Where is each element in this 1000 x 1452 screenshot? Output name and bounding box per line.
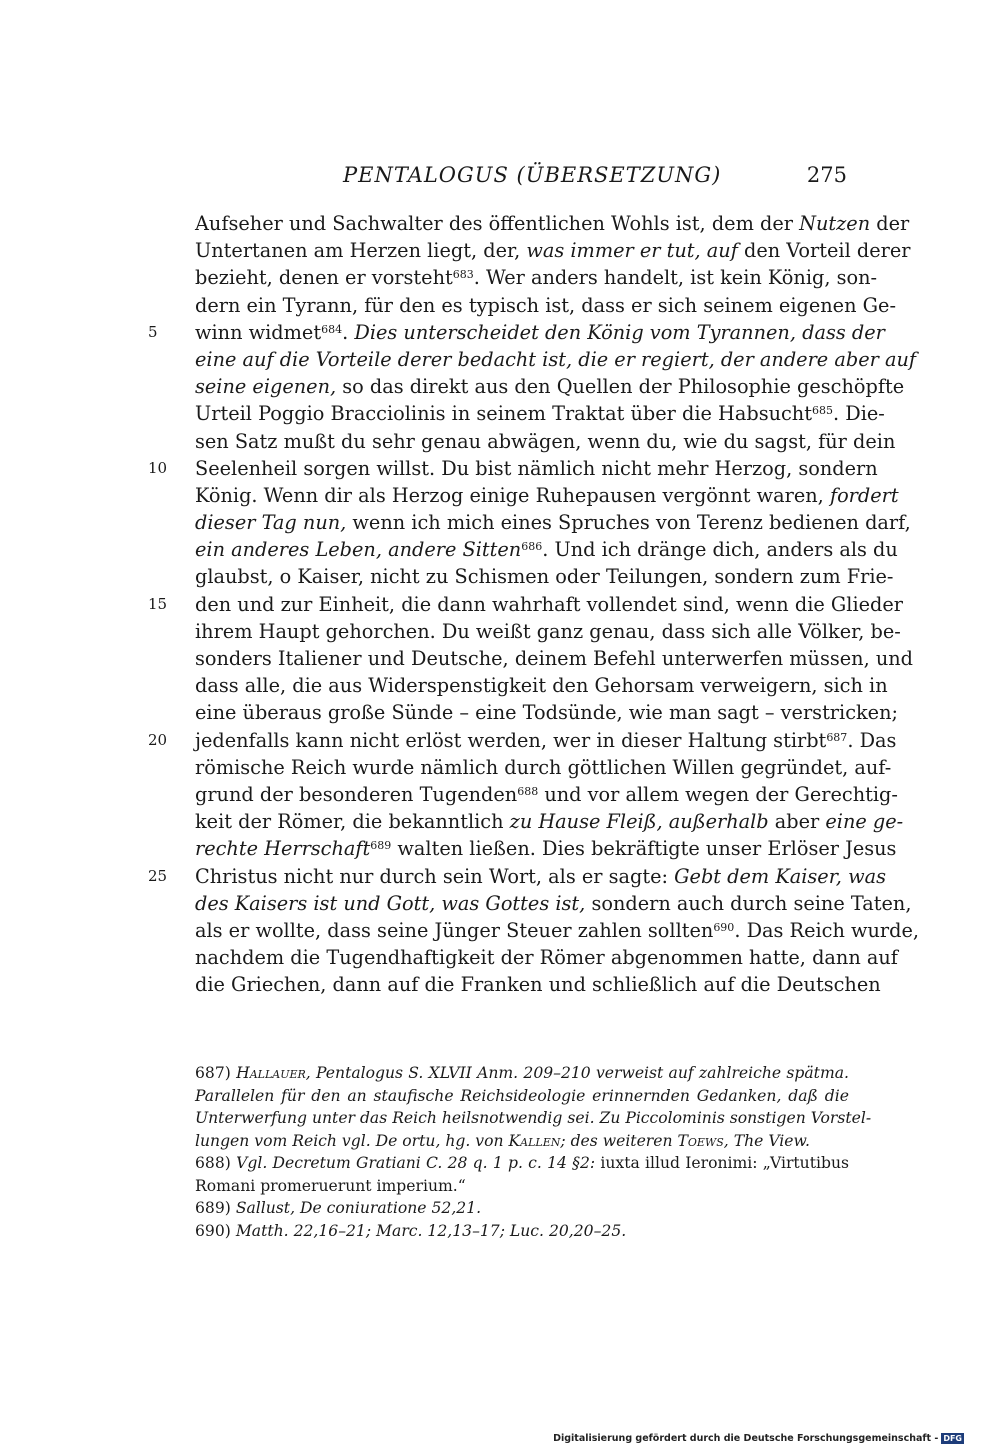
page-number: 275 bbox=[806, 163, 847, 187]
footnote-line: 688) Vgl. Decretum Gratiani C. 28 q. 1 p. c. 14 §2: iuxta illud Ieronimi: „Virtutibus bbox=[195, 1154, 849, 1172]
footnote-line: 689) Sallust, De coniuratione 52,21. bbox=[195, 1199, 482, 1217]
main-text bbox=[148, 210, 920, 998]
line-number: 15 bbox=[148, 594, 168, 613]
text-line: winn widmet$^{684}$. Dies unterscheidet den König vom Tyrannen, dass der 5 bbox=[195, 319, 849, 346]
text-line: keit der Römer, die bekanntlich zu Hause Fleiß, außerhalb aber eine ge- bbox=[195, 810, 904, 834]
text-line: dern ein Tyrann, für den es typisch ist, dass er sich seinem eigenen Ge- bbox=[195, 293, 896, 317]
text-line: eine überaus große Sünde – eine Todsünde, wie man sagt – verstricken; bbox=[195, 701, 899, 725]
text-line: dass alle, die aus Widerspenstigkeit den Gehorsam verweigern, sich in bbox=[195, 674, 888, 698]
digitization-footer bbox=[553, 1432, 964, 1446]
text-line: dieser Tag nun, wenn ich mich eines Spruches von Terenz bedienen darf, bbox=[195, 511, 911, 535]
text-line: des Kaisers ist und Gott, was Gottes ist, sondern auch durch seine Taten, bbox=[195, 891, 912, 915]
text-line: den und zur Einheit, die dann wahrhaft vollendet sind, wenn die Glieder 15 bbox=[195, 591, 849, 618]
text-line: nachdem die Tugendhaftigkeit der Römer abgenommen hatte, dann auf bbox=[195, 946, 898, 970]
footnote-line: Unterwerfung unter das Reich heilsnotwendig sei. Zu Piccolominis sonstigen Vorstel- bbox=[195, 1109, 872, 1127]
text-line: Christus nicht nur durch sein Wort, als er sagte: Gebt dem Kaiser, was 25 bbox=[195, 863, 849, 890]
text-line: ein anderes Leben, andere Sitten$^{686}$. Und ich dränge dich, anders als du bbox=[195, 538, 898, 562]
text-line: sen Satz mußt du sehr genau abwägen, wenn du, wie du sagst, für dein bbox=[195, 429, 896, 453]
text-line: glaubst, o Kaiser, nicht zu Schismen oder Teilungen, sondern zum Frie- bbox=[195, 565, 894, 589]
footer-text: Digitalisierung gefördert durch die Deutsche Forschungsgemeinschaft - bbox=[553, 1433, 939, 1444]
footnote-line: lungen vom Reich vgl. De ortu, hg. von Kallen; des weiteren Toews, The View. bbox=[195, 1131, 810, 1150]
text-line: ihrem Haupt gehorchen. Du weißt ganz genau, dass sich alle Völker, be- bbox=[195, 619, 901, 643]
text-line: rechte Herrschaft$^{689}$ walten ließen. Dies bekräftigte unser Erlöser Jesus bbox=[195, 837, 897, 861]
text-line: sonders Italiener und Deutsche, deinem Befehl unterwerfen müssen, und bbox=[195, 647, 914, 670]
line-number: 10 bbox=[148, 458, 168, 477]
footnotes bbox=[195, 1062, 872, 1242]
text-line: Urteil Poggio Bracciolinis in seinem Traktat über die Habsucht$^{685}$. Die- bbox=[195, 402, 885, 426]
text-line: jedenfalls kann nicht erlöst werden, wer in dieser Haltung stirbt$^{687}$. Das 20 bbox=[195, 727, 849, 754]
text-line: römische Reich wurde nämlich durch göttlichen Willen gegründet, auf- bbox=[195, 755, 892, 779]
line-number: 20 bbox=[148, 730, 168, 749]
line-number: 25 bbox=[148, 866, 168, 885]
text-line: die Griechen, dann auf die Franken und schließlich auf die Deutschen bbox=[195, 973, 881, 997]
dfg-logo: DFG bbox=[943, 1434, 962, 1443]
text-line: Aufseher und Sachwalter des öffentlichen Wohls ist, dem der Nutzen der bbox=[195, 212, 910, 235]
footnote-line: Romani promeruerunt imperium.“ bbox=[195, 1176, 466, 1195]
text-line: seine eigenen, so das direkt aus den Quellen der Philosophie geschöpfte bbox=[195, 375, 905, 399]
running-title: PENTALOGUS (ÜBERSETZUNG) bbox=[343, 163, 722, 187]
running-head bbox=[195, 163, 849, 193]
text-line: grund der besonderen Tugenden$^{688}$ und vor allem wegen der Gerechtig- bbox=[195, 782, 898, 806]
footnote-line: 690) Matth. 22,16–21; Marc. 12,13–17; Luc. 20,20–25. bbox=[195, 1221, 627, 1240]
footnote-line: 687) Hallauer, Pentalogus S. XLVII Anm. 209–210 verweist auf zahlreiche spätma. bbox=[195, 1064, 849, 1082]
text-line: König. Wenn dir als Herzog einige Ruhepausen vergönnt waren, fordert bbox=[195, 483, 899, 507]
text-line: eine auf die Vorteile derer bedacht ist, die er regiert, der andere aber auf bbox=[195, 347, 916, 371]
line-number: 5 bbox=[148, 322, 158, 341]
text-line: Untertanen am Herzen liegt, der, was immer er tut, auf den Vorteil derer bbox=[195, 239, 911, 263]
text-line: bezieht, denen er vorsteht$^{683}$. Wer anders handelt, ist kein König, son- bbox=[195, 266, 878, 290]
footnote-line: Parallelen für den an staufische Reichsideologie erinnernden Gedanken, daß die bbox=[195, 1086, 849, 1105]
text-line: als er wollte, dass seine Jünger Steuer zahlen sollten$^{690}$. Das Reich wurde, bbox=[195, 918, 920, 942]
text-line: Seelenheil sorgen willst. Du bist nämlich nicht mehr Herzog, sondern 10 bbox=[195, 455, 849, 482]
